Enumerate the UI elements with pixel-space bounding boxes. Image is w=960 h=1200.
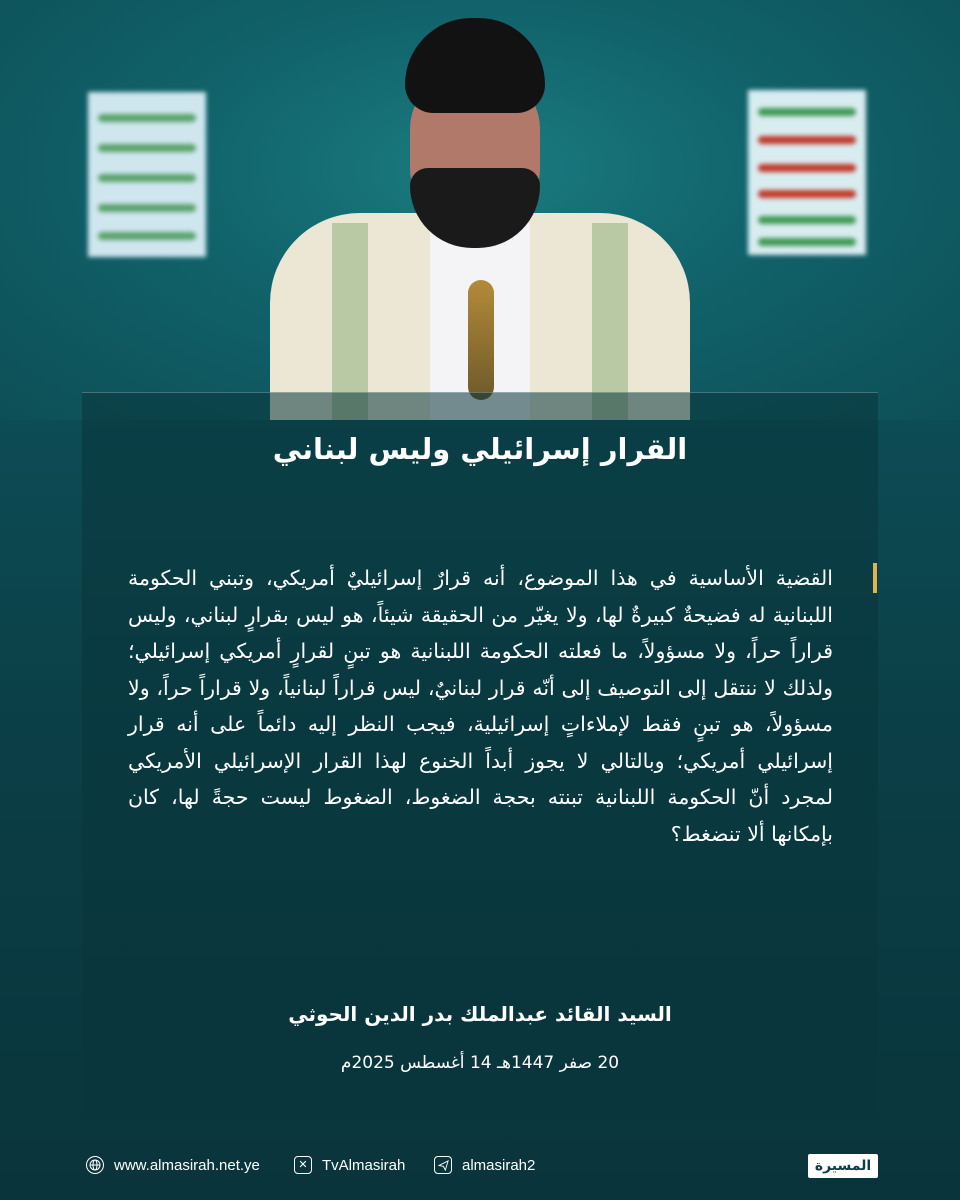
x-icon: ✕ (294, 1156, 312, 1174)
telegram-link[interactable] (434, 1156, 535, 1174)
almasirah-logo: المسيرة (808, 1154, 878, 1178)
x-handle-text: TvAlmasirah (322, 1156, 406, 1174)
quote-body: القضية الأساسية في هذا الموضوع، أنه قرارٌ إسرائيليٌ أمريكي، وتبني الحكومة اللبنانية له فضيحةٌ كبيرةٌ لها، ولا يغيّر من الحقيقة شيئاً، هو ليس بقرارٍ لبناني، وليس قراراً حراً، ولا مسؤولاً، ما فعلته الحكومة اللبنانية هو تبنٍ لقرارٍ أمريكي إسرائيلي؛ ولذلك لا ننتقل إلى التوصيف إلى أنّه قرار لبنانيٌ، ليس قراراً لبنانياً، ولا قراراً حراً، ولا مسؤولاً، هو تبنٍ فقط لإملاءاتٍ إسرائيلية، فيجب النظر إليه دائماً على أنه قرار إسرائيلي أمريكي؛ وبالتالي لا يجوز أبداً الخنوع لهذا القرار الإسرائيلي الأمريكي لمجرد أنّ الحكومة اللبنانية تبنته بحجة الضغوط، الضغوط ليست حجةً لها، كان بإمكانها ألا تنضغط؟ (128, 566, 833, 846)
x-link[interactable] (294, 1156, 405, 1174)
left-banner (88, 92, 206, 257)
website-link[interactable] (86, 1156, 260, 1174)
globe-icon (86, 1156, 104, 1174)
publish-date: 20 صفر 1447هـ 14 أغسطس 2025م (340, 1053, 620, 1073)
footer (82, 1150, 878, 1190)
quote-accent-bar (873, 563, 877, 593)
telegram-text: almasirah2 (462, 1156, 536, 1174)
right-banner (748, 90, 866, 255)
speaker-photo (0, 0, 960, 420)
jambiya-dagger (468, 280, 494, 400)
speaker-figure (270, 18, 690, 420)
author-name: السيد القائد عبدالملك بدر الدين الحوثي (288, 1002, 672, 1026)
website-text: www.almasirah.net.ye (114, 1156, 260, 1174)
page-title: القرار إسرائيلي وليس لبناني (272, 432, 688, 466)
telegram-icon (434, 1156, 452, 1174)
